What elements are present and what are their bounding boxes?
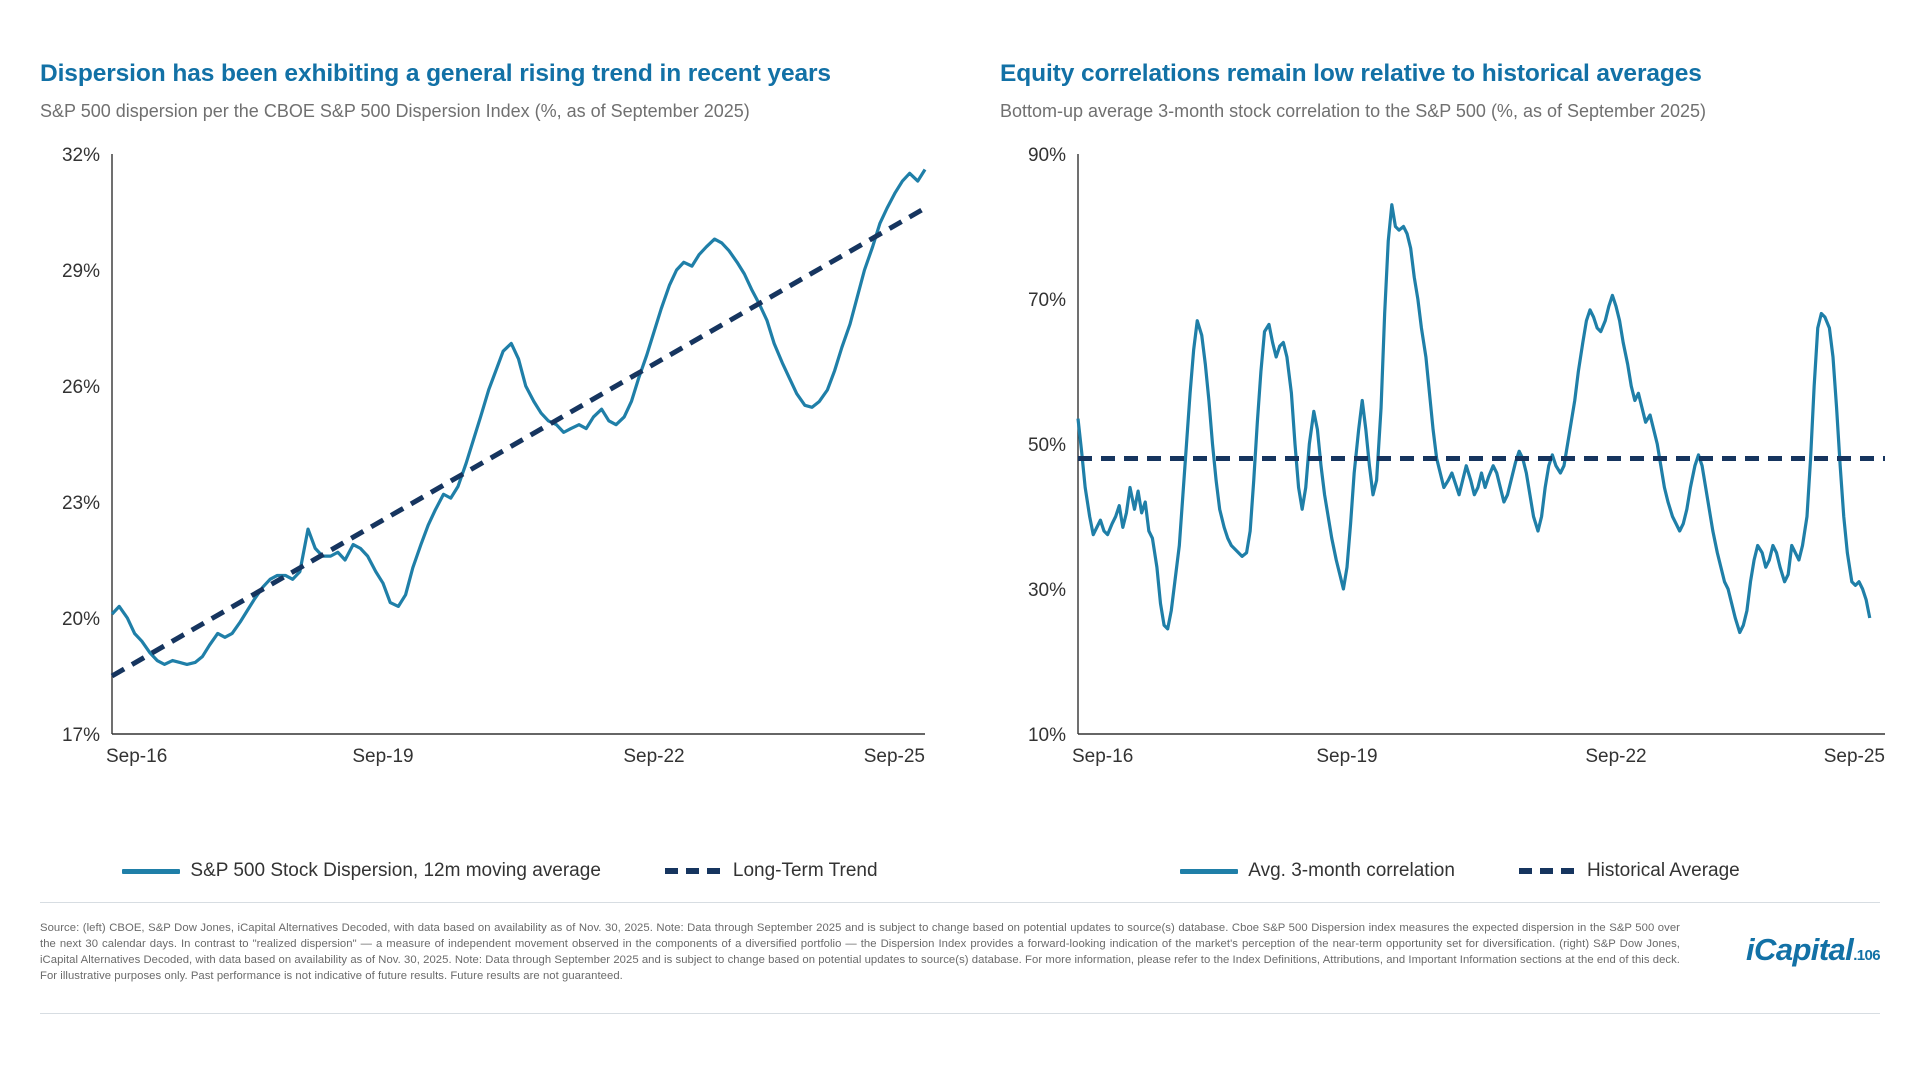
brand-logo [1746,932,1880,968]
y-axis-tick-label: 10% [1027,725,1066,746]
legend-swatch-solid-icon [122,869,180,874]
legend-swatch-dashed-icon [1519,868,1577,874]
x-axis-tick-label: Sep-16 [106,746,168,767]
x-axis-tick-label: Sep-25 [863,746,925,767]
x-axis-tick-label: Sep-22 [623,746,685,767]
x-axis-tick-label: Sep-19 [1316,746,1378,767]
legend-right [1000,860,1920,882]
legend-label-correlation: Avg. 3-month correlation [1248,860,1455,881]
y-axis-tick-label: 17% [61,725,100,746]
y-axis-tick-label: 20% [61,609,100,630]
legend-item-dispersion [122,860,600,882]
legend-item-correlation [1180,860,1455,882]
chart-title-right: Equity correlations remain low relative to historical averages [1000,60,1702,87]
legend-left [40,860,960,882]
legend-swatch-solid-icon [1180,869,1238,874]
chart-subtitle-left: S&P 500 dispersion per the CBOE S&P 500 Dispersion Index (%, as of September 2025) [40,101,750,121]
plot-area-left [40,142,960,782]
legend-label-trend: Long-Term Trend [732,860,878,881]
brand-number: .106 [1853,947,1880,964]
y-axis-tick-label: 23% [61,493,100,514]
y-axis-tick-label: 50% [1027,435,1066,456]
chart-panel-correlation [1000,60,1920,880]
chart-svg-left [40,142,960,782]
series-line-0 [1078,205,1870,633]
y-axis-tick-label: 32% [61,145,100,166]
brand-name: iCapital [1746,932,1854,967]
chart-panel-dispersion [40,60,960,880]
chart-svg-right [1000,142,1920,782]
legend-item-trend [665,860,878,882]
y-axis-tick-label: 29% [61,261,100,282]
y-axis-tick-label: 90% [1027,145,1066,166]
chart-subtitle-right: Bottom-up average 3-month stock correlation to the S&P 500 (%, as of September 2025) [1000,101,1707,121]
footer-divider-top [40,902,1880,903]
source-note: Source: (left) CBOE, S&P Dow Jones, iCapital Alternatives Decoded, with data based on availability as of Nov. 30, 2025. Note: Data through September 2025 and is subject to change based on potential updates to source(s) database. Cboe S&P 500 Dispersion index measures the expected dispersion in the S&P 500 over the next 30 calendar days. In contrast to "realized dispersion" — a measure of independent movement observed in the components of a diversified portfolio — the Dispersion Index provides a forward-looking indication of the market's perception of the near-term opportunity set for diversification. (right) S&P Dow Jones, iCapital Alternatives Decoded, with data based on availability as of Nov. 30, 2025. Note: Data through September 2025 and is subject to change based on potential updates to source(s) database. For more information, please refer to the Index Definitions, Attributions, and Important Information sections at the end of this deck. For illustrative purposes only. Past performance is not indicative of future results. Future results are not guaranteed. [40,922,1680,983]
legend-label-historical-average: Historical Average [1586,860,1740,881]
x-axis-tick-label: Sep-16 [1072,746,1134,767]
series-line-0 [112,169,925,664]
x-axis-tick-label: Sep-19 [352,746,414,767]
y-axis-tick-label: 30% [1027,580,1066,601]
chart-title-left: Dispersion has been exhibiting a general rising trend in recent years [40,60,831,87]
footer-divider-bottom [40,1013,1880,1014]
legend-label-dispersion: S&P 500 Stock Dispersion, 12m moving average [190,860,601,881]
legend-swatch-dashed-icon [665,868,723,874]
series-line-1 [112,208,925,676]
plot-area-right [1000,142,1920,782]
x-axis-tick-label: Sep-25 [1823,746,1885,767]
y-axis-tick-label: 70% [1027,290,1066,311]
x-axis-tick-label: Sep-22 [1585,746,1647,767]
y-axis-tick-label: 26% [61,377,100,398]
legend-item-historical-average [1519,860,1740,882]
